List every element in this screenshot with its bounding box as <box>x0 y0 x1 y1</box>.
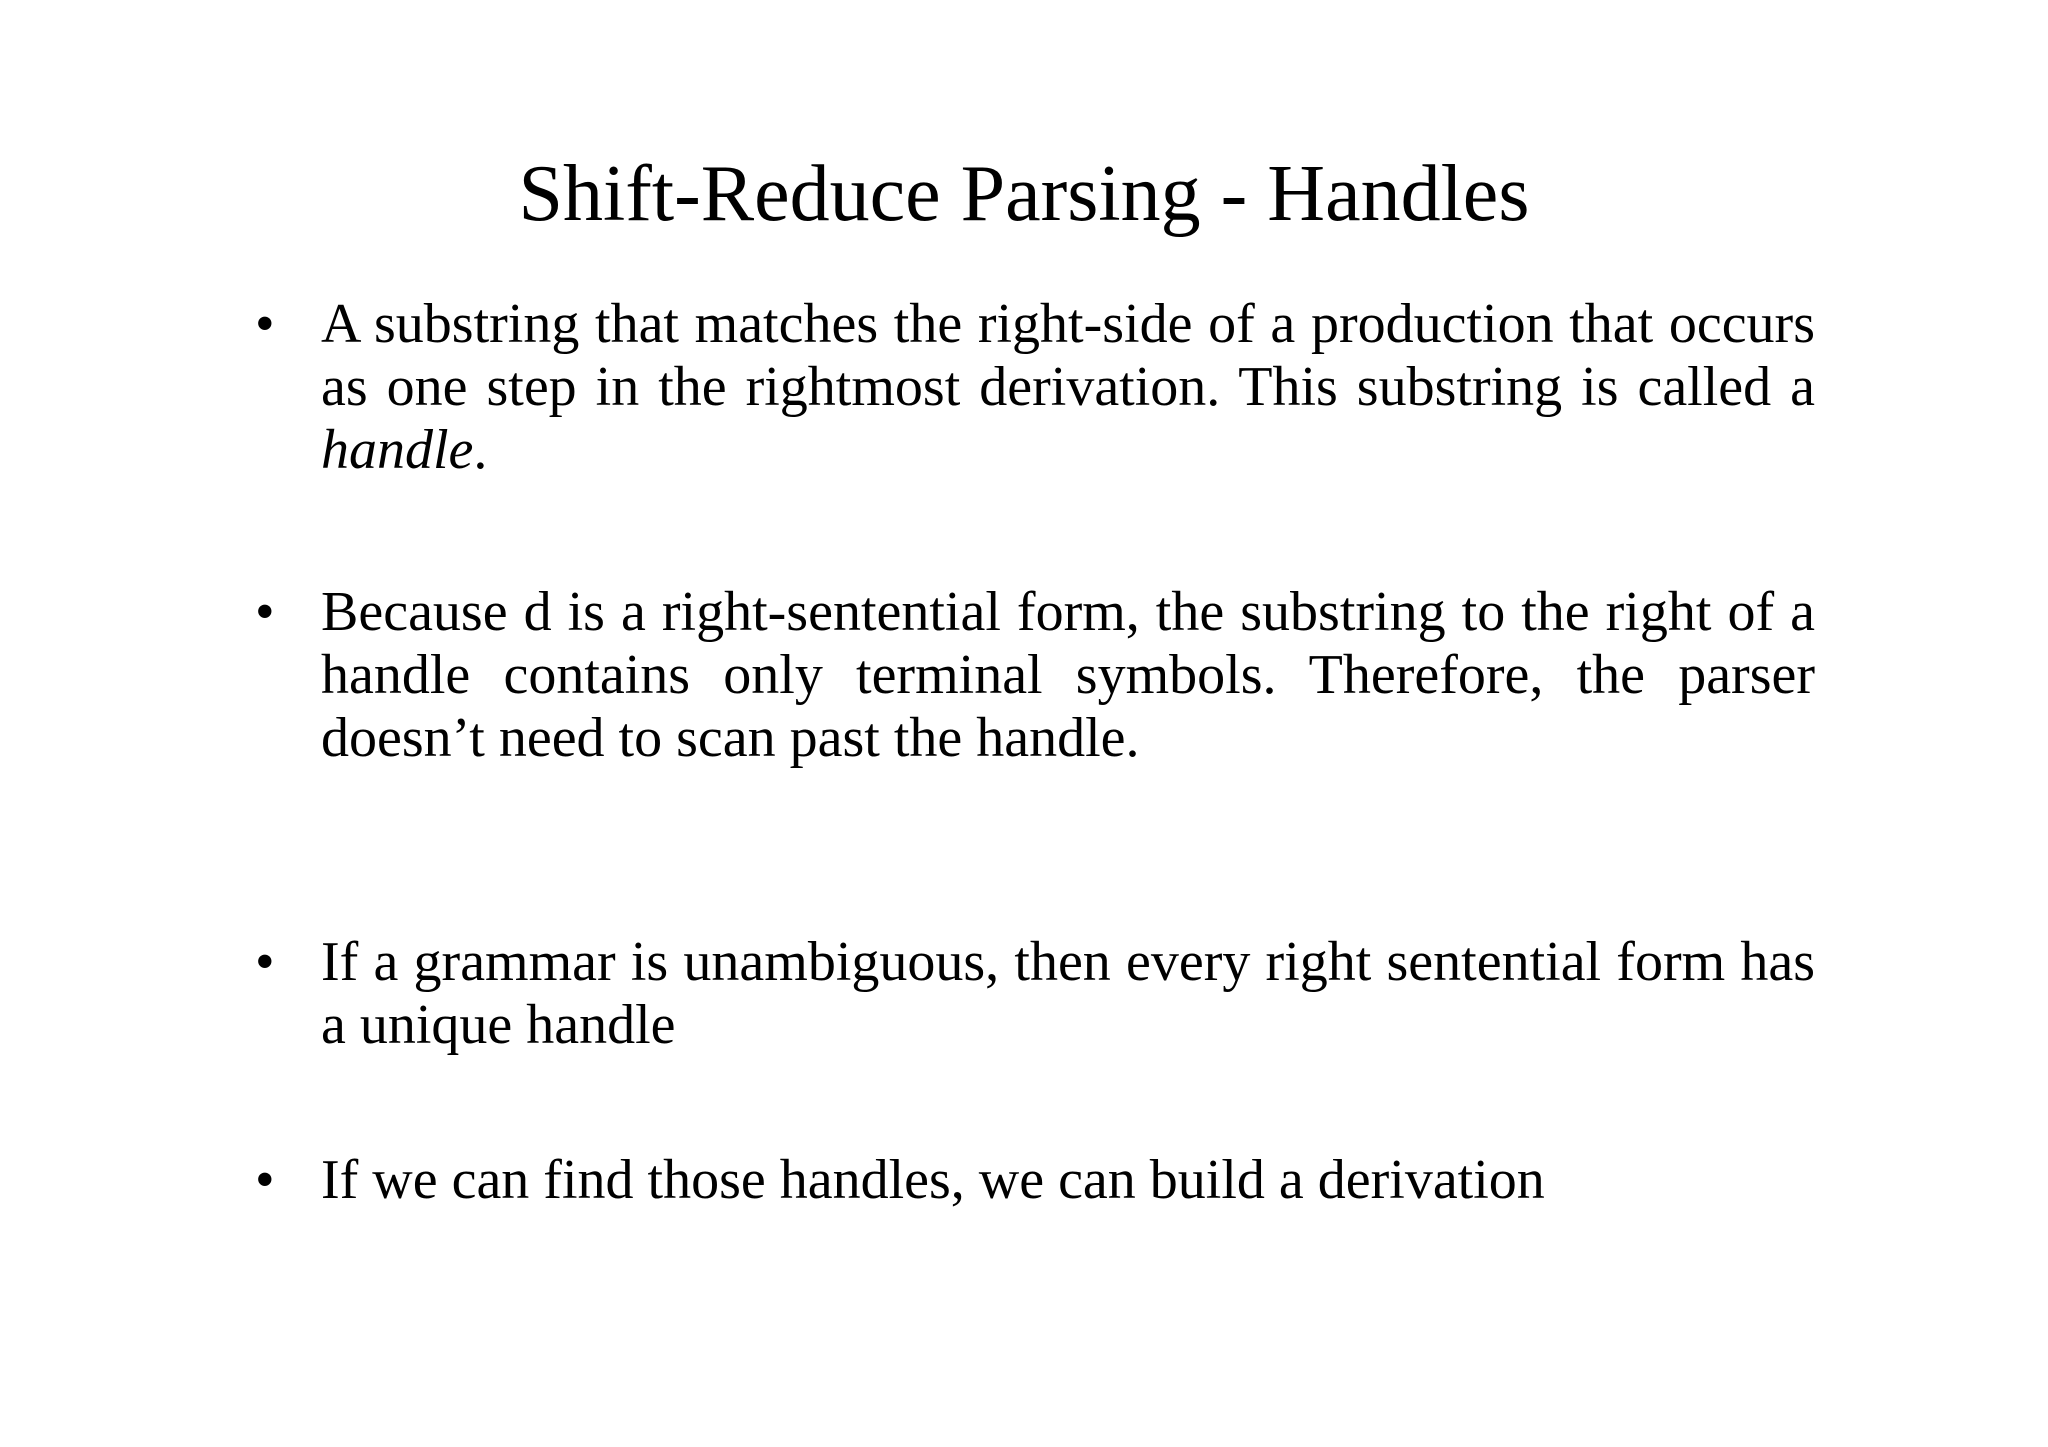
bullet-item-unambiguous-grammar <box>255 931 1815 1057</box>
bullet-text-main: A substring that matches the right-side of a production that occurs as one step in the rightmost derivation. This substring is called a <box>321 293 1815 418</box>
bullet-text: Because d is a right-sentential form, the substring to the right of a handle contains only terminal symbols. Therefore, the parser doesn’t need to scan past the handle. <box>321 581 1815 769</box>
bullet-text: If a grammar is unambiguous, then every right sentential form has a unique handle <box>321 931 1815 1056</box>
bullet-text: If we can find those handles, we can build a derivation <box>321 1149 1545 1211</box>
bullet-icon: • <box>255 293 275 355</box>
bullet-icon: • <box>255 581 275 643</box>
bullet-icon: • <box>255 1149 275 1211</box>
bullet-item-build-derivation <box>255 1149 1815 1212</box>
bullet-icon: • <box>255 931 275 993</box>
bullet-text-emphasis: handle <box>321 419 474 481</box>
bullet-item-handle-definition <box>255 293 1815 482</box>
bullet-item-right-sentential <box>255 581 1815 770</box>
slide-title: Shift-Reduce Parsing - Handles <box>518 150 1530 238</box>
bullet-text-end: . <box>473 419 488 481</box>
bullet-text <box>321 293 1815 482</box>
